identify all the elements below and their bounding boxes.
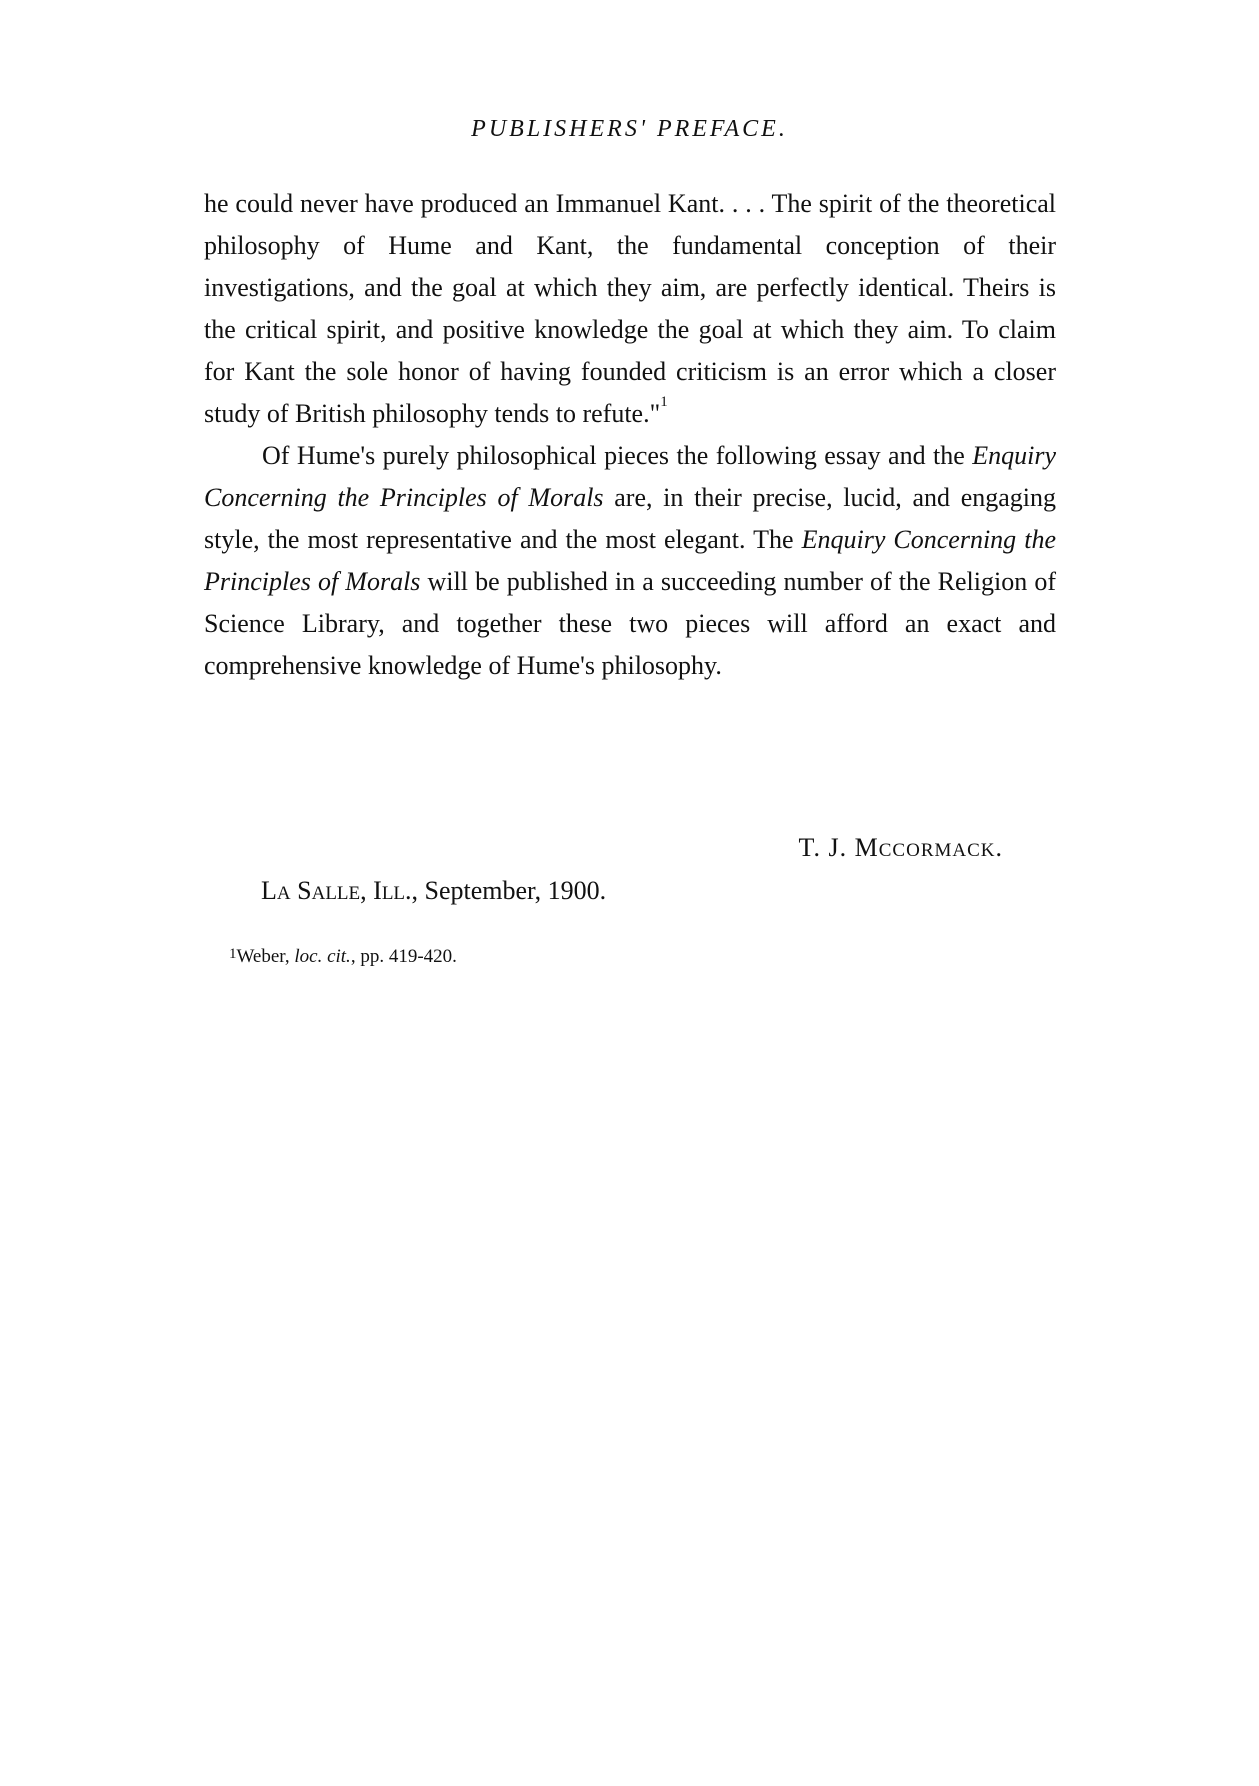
date-text: ., September, 1900. (405, 876, 607, 905)
paragraph-2-part-2: are, in their precise, lucid, and engaging style, the most representative and the most elegant. The (204, 483, 1056, 554)
paragraph-2-part-3: will be published in a succeeding number of the Religion of Science Library, and together these two pieces will afford an exact and comprehensive knowledge of Hume's philosophy. (204, 567, 1056, 680)
paragraph-1-text: he could never have produced an Immanuel Kant. . . . The spirit of the theoretical philosophy of Hume and Kant, the fundamental conception of their investigations, and the goal at which they aim, are perfectly identical. Theirs is the critical spirit, and positive knowledge the goal at which they aim. To claim for Kant the sole honor of having founded criticism is an error which a closer study of British philosophy tends to refute." (204, 189, 1056, 428)
place-la-rest: A (276, 883, 291, 904)
place-salle-initial: S (297, 876, 312, 905)
body-text (204, 183, 1056, 687)
paragraph-2-part-1: Of Hume's purely philosophical pieces the following essay and the (262, 441, 973, 470)
footnote (229, 946, 457, 968)
place-ill-initial: I (373, 876, 382, 905)
signature-small-caps: CORMACK (892, 840, 996, 861)
signature-end: . (995, 833, 1003, 862)
paragraph-1 (204, 183, 1056, 435)
place-ill-rest: LL (381, 883, 406, 904)
place-la-initial: L (261, 876, 277, 905)
paragraph-2 (204, 435, 1056, 687)
place-date: LA SALLE, ILL., September, 1900. (261, 876, 607, 905)
place-salle-rest: ALLE (311, 883, 361, 904)
running-head: PUBLISHERS' PREFACE. (471, 116, 788, 142)
footnote-pages: , pp. 419-420. (350, 946, 457, 967)
signature-small-c: C (878, 840, 893, 861)
book-title-1: Enquiry Concerning the Principles of Morals (204, 441, 1056, 512)
footnote-ref: loc. cit. (294, 946, 351, 967)
footnote-author: Weber, (236, 946, 295, 967)
footnote-mark: 1 (229, 946, 237, 962)
signature-initials: T. J. M (798, 833, 879, 862)
signature (799, 833, 1003, 863)
footnote-reference: 1 (660, 394, 668, 410)
book-title-2: Enquiry Concerning the Principles of Morals (204, 525, 1056, 596)
